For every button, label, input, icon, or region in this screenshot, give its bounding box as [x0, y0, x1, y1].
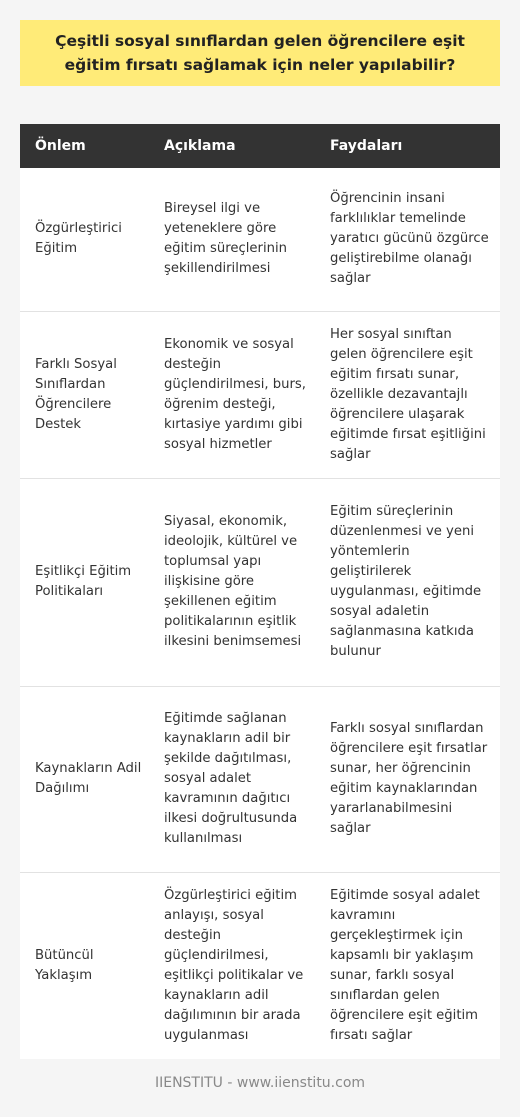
measure-description: Özgürleştirici eğitim anlayışı, sosyal desteğin güçlendirilmesi, eşitlikçi politikalar ve kaynakların adil dağılımının bir arada uygulanması — [149, 872, 315, 1059]
page-title: Çeşitli sosyal sınıflardan gelen öğrencilere eşit eğitim fırsatı sağlamak için neler yapılabilir? — [55, 32, 465, 74]
title-banner — [20, 20, 500, 86]
measure-description: Bireysel ilgi ve yeteneklere göre eğitim süreçlerinin şekillendirilmesi — [164, 201, 287, 277]
table-header-row — [20, 124, 500, 168]
measure-benefit: Her sosyal sınıftan gelen öğrencilere eşit eğitim fırsatı sunar, özellikle dezavantajlı öğrencilere ulaşarak eğitimde fırsat eşitliğini sağlar — [315, 311, 500, 478]
measure-benefit: Öğrencinin insani farklılıklar temelinde yaratıcı gücünü özgürce geliştirebilme olanağı sağlar — [330, 191, 489, 287]
header-measure: Önlem — [20, 124, 149, 168]
measure-description: Ekonomik ve sosyal desteğin güçlendirilmesi, burs, öğrenim desteği, kırtasiye yardımı gibi sosyal hizmetler — [149, 311, 315, 478]
measure-name: Bütüncül Yaklaşım — [20, 872, 149, 1059]
measure-benefit: Eğitim süreçlerinin düzenlenmesi ve yeni yöntemlerin geliştirilerek uygulanması, eğitimde sosyal adaletin sağlanmasına katkıda bulunur — [315, 478, 500, 686]
table-row — [20, 872, 500, 1059]
measure-benefit: Farklı sosyal sınıflardan öğrencilere eşit fırsatlar sunar, her öğrencinin eğitim kaynaklarından yararlanabilmesini sağlar — [315, 686, 500, 872]
measure-name: Eşitlikçi Eğitim Politikaları — [20, 478, 149, 686]
measure-benefit: Eğitimde sosyal adalet kavramını gerçekleştirmek için kapsamlı bir yaklaşım sunar, farklı sosyal sınıflardan gelen öğrencilere eşit eğitim fırsatı sağlar — [315, 872, 500, 1059]
measures-table — [20, 124, 500, 1059]
measure-description: Eğitimde sağlanan kaynakların adil bir şekilde dağıtılması, sosyal adalet kavramının dağıtıcı ilkesi doğrultusunda kullanılması — [149, 686, 315, 872]
footer-credit: IIENSTITU - www.iienstitu.com — [154, 1075, 366, 1091]
header-description: Açıklama — [149, 124, 315, 168]
table-row — [20, 686, 500, 872]
table-row — [20, 478, 500, 686]
measure-name: Farklı Sosyal Sınıflardan Öğrencilere Destek — [20, 311, 149, 478]
measure-name: Özgürleştirici Eğitim — [35, 221, 122, 257]
measure-name: Kaynakların Adil Dağılımı — [20, 686, 149, 872]
table-row — [20, 311, 500, 478]
header-benefits: Faydaları — [315, 124, 500, 168]
measure-description: Siyasal, ekonomik, ideolojik, kültürel ve toplumsal yapı ilişkisine göre şekillenen eğitim politikalarının eşitlik ilkesini benimsemesi — [149, 478, 315, 686]
table-row — [20, 168, 500, 311]
